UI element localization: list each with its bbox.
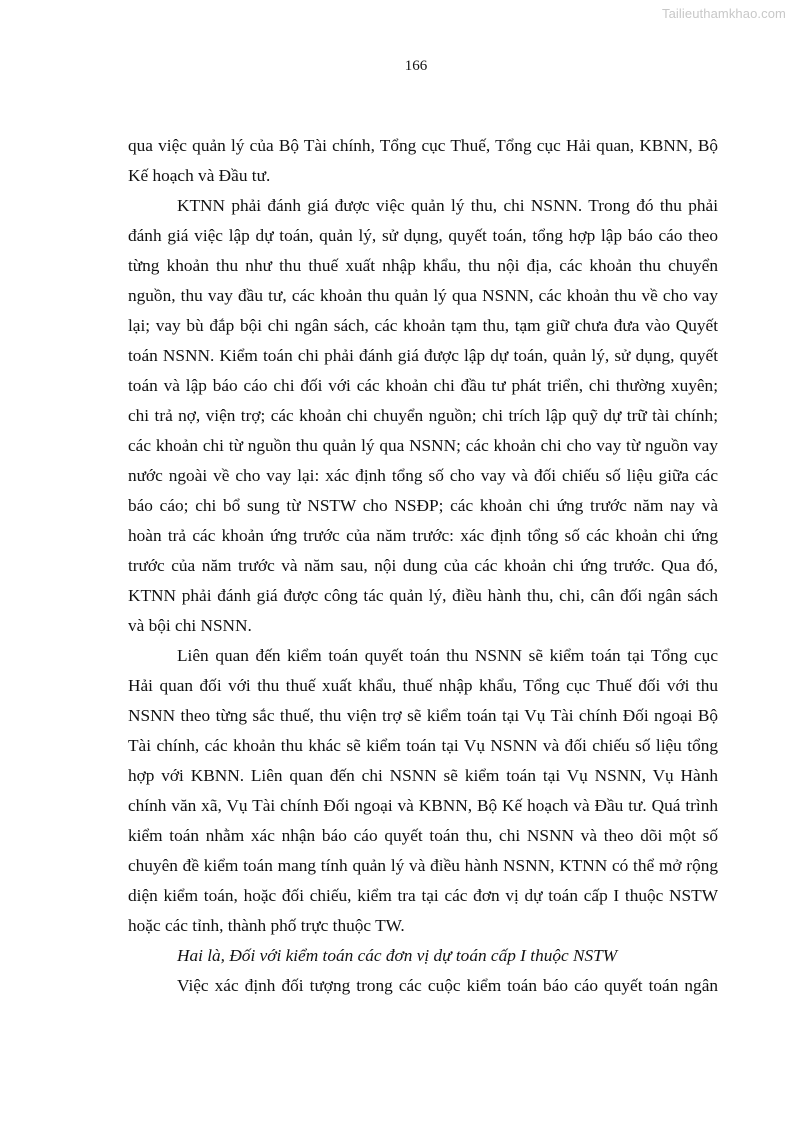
text-line: Kế hoạch và Đầu tư. [128, 166, 271, 185]
text-line: qua việc quản lý của Bộ Tài chính, Tổng cục Thuế, Tổng cục Hải quan, KBNN, Bộ [128, 136, 718, 155]
text-line: hợp với KBNN. Liên quan đến chi NSNN sẽ kiểm toán tại Vụ NSNN, Vụ Hành [128, 766, 718, 785]
section-heading-line: Hai là, Đối với kiểm toán các đơn vị dự toán cấp I thuộc NSTW [177, 946, 618, 965]
text-line: nguồn, thu vay đầu tư, các khoản thu quản lý qua NSNN, các khoản thu về cho vay [128, 286, 718, 305]
text-line: và bội chi NSNN. [128, 616, 252, 635]
text-line: Liên quan đến kiểm toán quyết toán thu NSNN sẽ kiểm toán tại Tổng cục [177, 646, 718, 665]
page-number: 166 [404, 58, 428, 74]
text-line: toán NSNN. Kiểm toán chi phải đánh giá được lập dự toán, quản lý, sử dụng, quyết [128, 346, 718, 365]
text-line: hoàn trả các khoản ứng trước của năm trước: xác định tổng số các khoản chi ứng [128, 526, 718, 545]
text-line: báo cáo; chi bổ sung từ NSTW cho NSĐP; các khoản chi ứng trước năm nay và [128, 496, 718, 515]
document-body [128, 131, 718, 1001]
text-line: nước ngoài về cho vay lại: xác định tổng số cho vay và đối chiếu số liệu giữa các [128, 466, 718, 485]
text-line: chính văn xã, Vụ Tài chính Đối ngoại và KBNN, Bộ Kế hoạch và Đầu tư. Quá trình [128, 796, 718, 815]
text-line: trước của năm trước và năm sau, nội dung của các khoản chi ứng trước. Qua đó, [128, 556, 718, 575]
text-line: KTNN phải đánh giá được việc quản lý thu, chi NSNN. Trong đó thu phải [177, 196, 718, 215]
text-line: hoặc các tỉnh, thành phố trực thuộc TW. [128, 916, 405, 935]
watermark: Tailieuthamkhao.com [661, 6, 786, 21]
text-line: lại; vay bù đắp bội chi ngân sách, các khoản tạm thu, tạm giữ chưa đưa vào Quyết [128, 316, 718, 335]
text-line: KTNN phải đánh giá được công tác quản lý, điều hành thu, chi, cân đối ngân sách [128, 586, 718, 605]
text-line: đánh giá việc lập dự toán, quản lý, sử dụng, quyết toán, tổng hợp lập báo cáo theo [128, 226, 718, 245]
text-line: toán và lập báo cáo chi đối với các khoản chi đầu tư phát triển, chi thường xuyên; [128, 376, 718, 395]
text-line: Việc xác định đối tượng trong các cuộc kiểm toán báo cáo quyết toán ngân [177, 976, 718, 995]
text-line: diện kiểm toán, hoặc đối chiếu, kiểm tra tại các đơn vị dự toán cấp I thuộc NSTW [128, 886, 718, 905]
text-line: Hải quan đối với thu thuế xuất khẩu, thuế nhập khẩu, Tổng cục Thuế đối với thu [128, 676, 718, 695]
text-line: chi trả nợ, viện trợ; các khoản chi chuyển nguồn; chi trích lập quỹ dự trữ tài chính; [128, 406, 718, 425]
text-line: NSNN theo từng sắc thuế, thu viện trợ sẽ kiểm toán tại Vụ Tài chính Đối ngoại Bộ [128, 706, 718, 725]
text-line: Tài chính, các khoản thu khác sẽ kiểm toán tại Vụ NSNN và đối chiếu số liệu tổng [128, 736, 718, 755]
text-line: chuyên đề kiểm toán mang tính quản lý và điều hành NSNN, KTNN có thể mở rộng [128, 856, 718, 875]
text-line: từng khoản thu như thu thuế xuất nhập khẩu, thu nội địa, các khoản thu chuyển [128, 256, 718, 275]
text-line: các khoản chi từ nguồn thu quản lý qua NSNN; các khoản chi cho vay từ nguồn vay [128, 436, 718, 455]
text-line: kiểm toán nhằm xác nhận báo cáo quyết toán thu, chi NSNN và theo dõi một số [128, 826, 718, 845]
